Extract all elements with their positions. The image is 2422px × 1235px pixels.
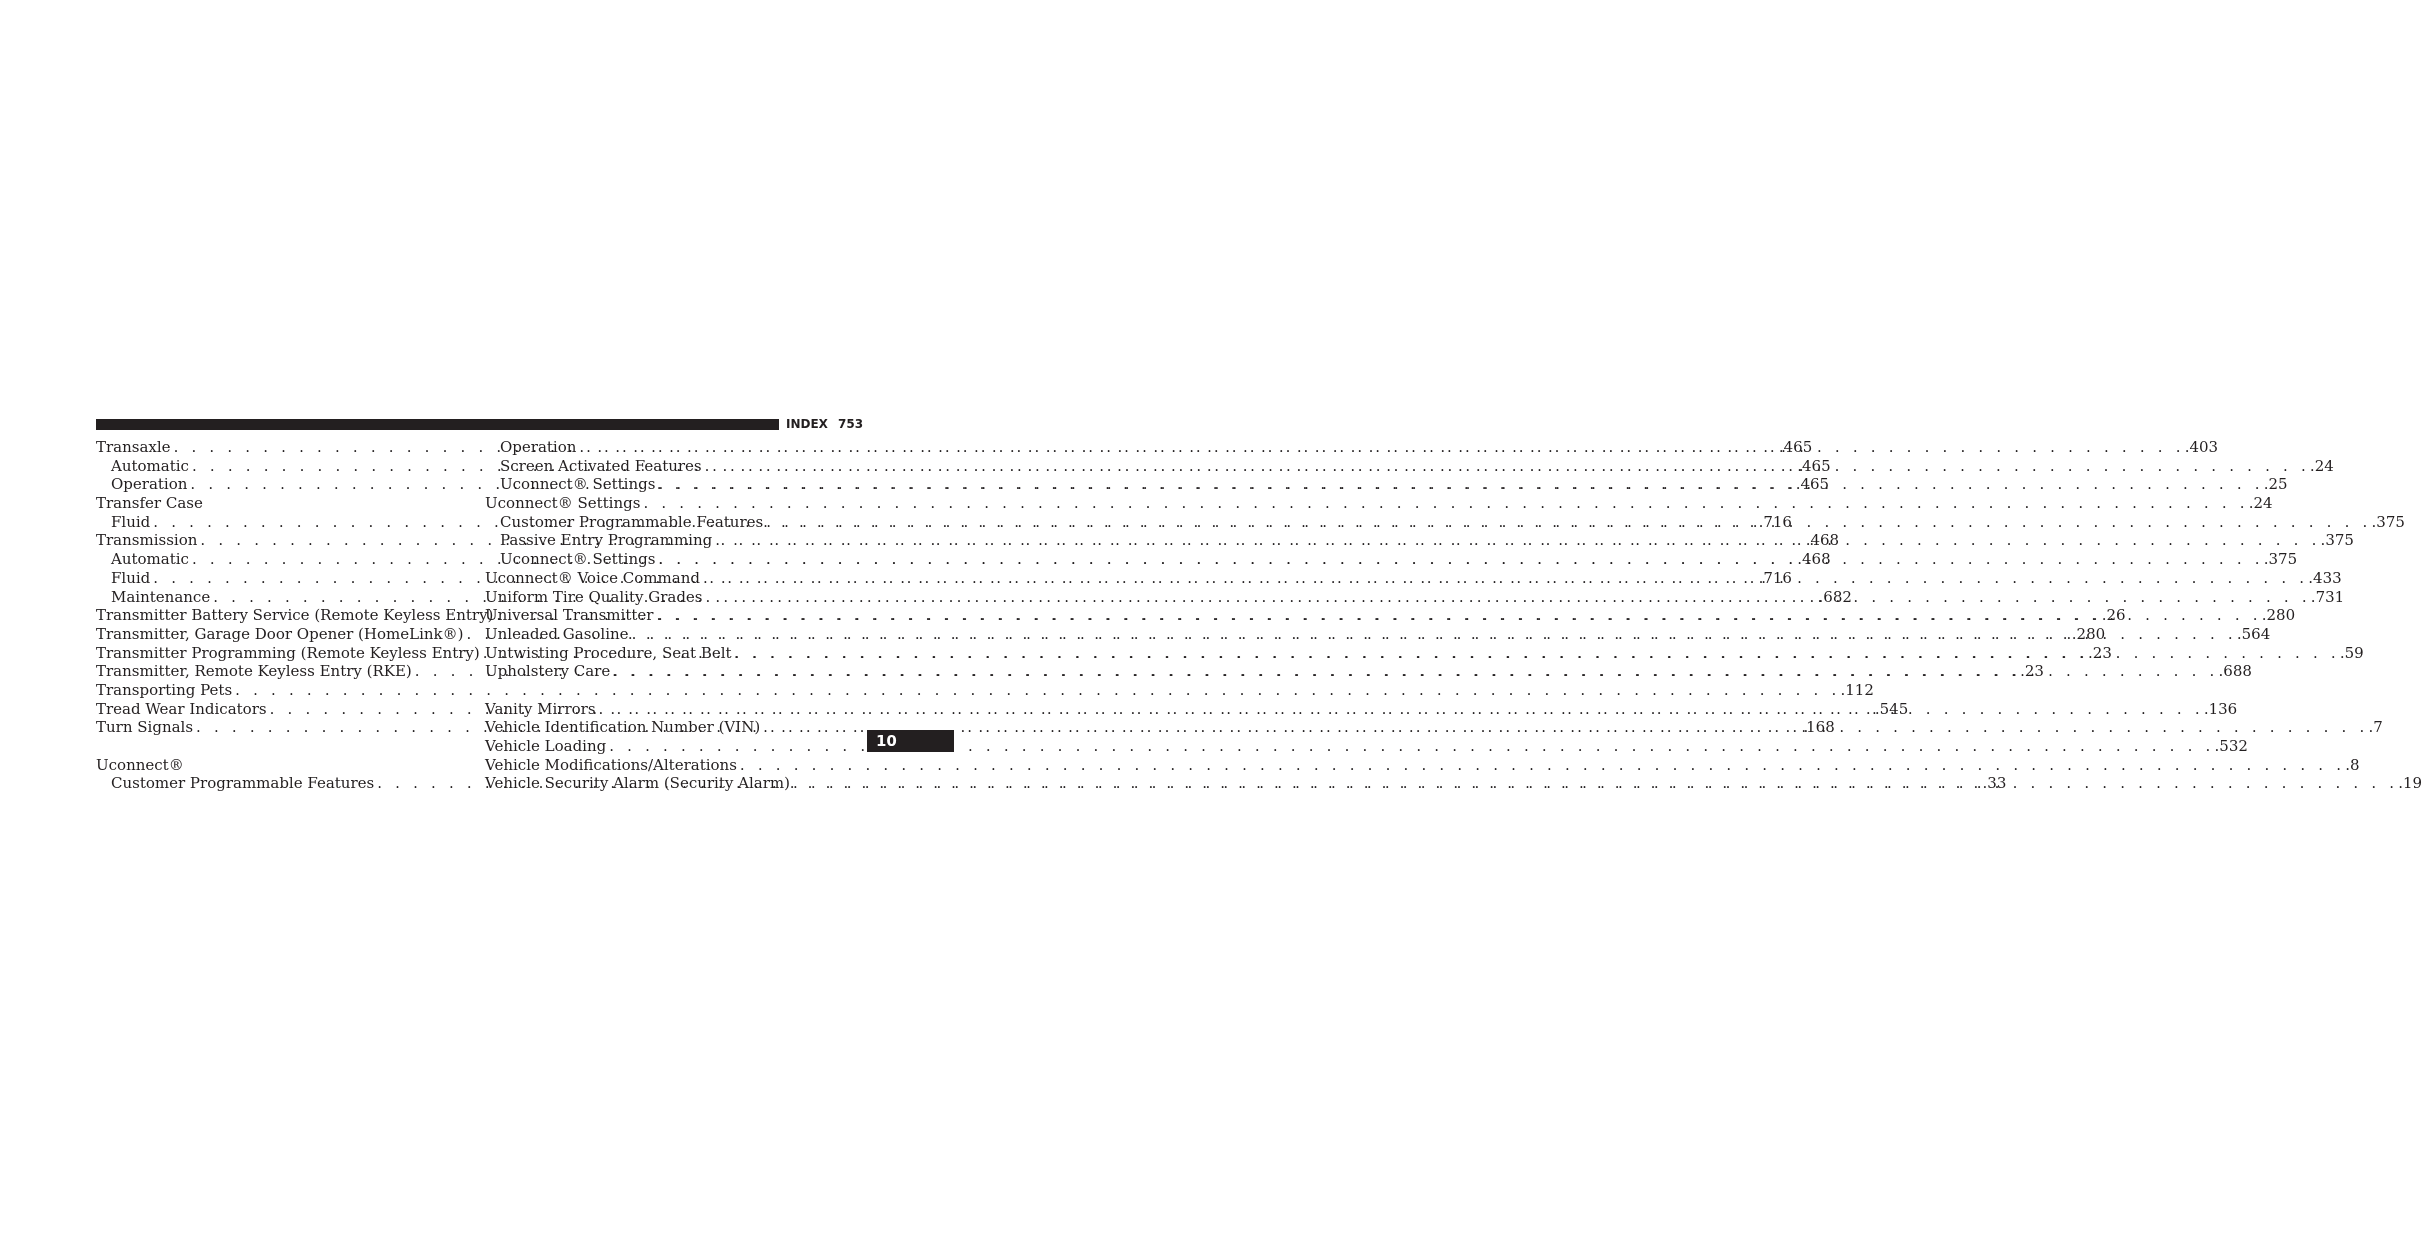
index-term: Uconnect® Settings bbox=[500, 475, 656, 494]
running-header-section: INDEX bbox=[786, 417, 828, 431]
dot-leader bbox=[655, 475, 2263, 494]
index-page-ref: .716 bbox=[1758, 568, 1792, 587]
index-page-ref: .19 bbox=[2398, 774, 2422, 793]
index-page-ref: .688 bbox=[2218, 662, 2252, 681]
dot-leader bbox=[703, 588, 2311, 607]
dot-leader bbox=[790, 774, 2398, 793]
index-term: Customer Programmable Features bbox=[500, 512, 764, 531]
index-page-ref: .26 bbox=[2101, 606, 2126, 625]
index-term: Unleaded Gasoline bbox=[485, 624, 629, 643]
index-term: Automatic bbox=[111, 550, 189, 569]
index-term: Transmitter Programming (Remote Keyless Entry) bbox=[96, 643, 480, 662]
index-term: Uconnect® Settings bbox=[485, 494, 641, 513]
index-term: Uconnect® Voice Command bbox=[485, 568, 700, 587]
index-term: Maintenance bbox=[111, 587, 211, 606]
dot-leader bbox=[232, 681, 1840, 700]
index-term: Vehicle Modifications/Alterations bbox=[485, 755, 737, 774]
index-term: Operation bbox=[111, 475, 188, 494]
index-page-ref: .465 bbox=[1778, 438, 1813, 456]
index-spacer bbox=[96, 737, 470, 756]
index-page-ref: .468 bbox=[1797, 550, 1831, 569]
index-spacer bbox=[485, 681, 859, 700]
index-term: Transfer Case bbox=[96, 494, 203, 513]
index-entry bbox=[485, 494, 2273, 513]
index-entry bbox=[96, 494, 470, 513]
index-term: Transmitter Battery Service (Remote Keyless Entry) bbox=[96, 606, 494, 625]
index-page-ref: .465 bbox=[1795, 475, 1830, 494]
index-term: Uconnect® bbox=[96, 755, 184, 774]
dot-leader bbox=[655, 550, 2263, 569]
index-entry bbox=[96, 680, 1874, 700]
index-page-ref: .33 bbox=[1982, 774, 2007, 793]
dot-leader bbox=[702, 457, 2310, 476]
index-page-ref: .682 bbox=[1818, 587, 1852, 606]
dot-leader bbox=[732, 644, 2340, 663]
index-page-ref: .59 bbox=[2339, 643, 2364, 662]
index-term: Fluid bbox=[111, 512, 151, 531]
index-page-ref: .468 bbox=[1805, 531, 1840, 550]
dot-leader bbox=[610, 662, 2218, 681]
header-rule bbox=[96, 419, 779, 430]
dot-leader bbox=[576, 438, 2184, 457]
index-term: Operation bbox=[500, 438, 577, 456]
page-number: 753 bbox=[838, 417, 864, 431]
index-page-ref: .532 bbox=[2214, 737, 2248, 755]
index-entry bbox=[485, 755, 2360, 775]
dot-leader bbox=[712, 531, 2320, 550]
index-page-ref: .24 bbox=[2309, 456, 2334, 475]
dot-leader bbox=[763, 513, 2371, 532]
dot-leader bbox=[700, 569, 2308, 588]
index-term: Vanity Mirrors bbox=[485, 699, 596, 718]
index-page-ref: .465 bbox=[1797, 456, 1831, 475]
dot-leader bbox=[596, 700, 2204, 719]
index-page-ref: .23 bbox=[2088, 643, 2112, 662]
dot-leader bbox=[629, 625, 2237, 644]
index-term: Transmitter, Remote Keyless Entry (RKE) bbox=[96, 662, 412, 681]
index-term: Uniform Tire Quality Grades bbox=[485, 587, 703, 606]
index-term: Transporting Pets bbox=[96, 680, 233, 699]
index-entry bbox=[96, 756, 470, 775]
index-term: Tread Wear Indicators bbox=[96, 699, 267, 718]
index-page-ref: .545 bbox=[1874, 699, 1909, 718]
index-term: Uconnect® Settings bbox=[500, 550, 656, 569]
dot-leader bbox=[606, 737, 2214, 756]
index-page-ref: .731 bbox=[2310, 587, 2345, 606]
index-term: Automatic bbox=[111, 456, 189, 475]
index-term: Vehicle Identification Number (VIN) bbox=[485, 718, 761, 737]
index-page-ref: .25 bbox=[2263, 475, 2288, 494]
index-term: Untwisting Procedure, Seat Belt bbox=[485, 643, 732, 662]
index-term: Customer Programmable Features bbox=[111, 774, 375, 793]
index-term: Transmitter, Garage Door Opener (HomeLink®) bbox=[96, 624, 464, 643]
chapter-tab: 10 bbox=[867, 730, 954, 752]
dot-leader bbox=[760, 718, 2368, 737]
index-page-ref: .375 bbox=[2263, 550, 2298, 569]
index-page-ref: .23 bbox=[2020, 662, 2044, 681]
index-page-ref: .8 bbox=[2345, 755, 2360, 774]
index-page-ref: .564 bbox=[2236, 624, 2271, 643]
index-term: Transmission bbox=[96, 531, 198, 550]
index-term: Screen Activated Features bbox=[500, 456, 702, 475]
index-page-ref: .375 bbox=[2320, 531, 2354, 550]
index-page-ref: .24 bbox=[2248, 494, 2273, 513]
index-term: Upholstery Care bbox=[485, 662, 611, 681]
index-page-ref: .112 bbox=[1840, 680, 1874, 699]
dot-leader bbox=[737, 756, 2345, 775]
index-term: Turn Signals bbox=[96, 718, 194, 737]
index-page-ref: .375 bbox=[2371, 512, 2405, 531]
dot-leader bbox=[653, 606, 2261, 625]
index-page-ref: .280 bbox=[2261, 606, 2296, 625]
dot-leader bbox=[640, 494, 2248, 513]
index-term: Universal Transmitter bbox=[485, 606, 654, 625]
index-term: Transaxle bbox=[96, 438, 171, 456]
index-page-ref: .168 bbox=[1801, 718, 1835, 737]
index-page-ref: .136 bbox=[2203, 699, 2238, 718]
index-term: Passive Entry Programming bbox=[500, 531, 713, 550]
index-page-ref: .716 bbox=[1758, 512, 1792, 531]
index-page-ref: .280 bbox=[2071, 624, 2106, 643]
index-page-ref: .7 bbox=[2368, 718, 2383, 737]
index-page-ref: .403 bbox=[2184, 438, 2219, 456]
index-term: Vehicle Loading bbox=[485, 737, 607, 755]
index-page-ref: .433 bbox=[2308, 568, 2342, 587]
index-term: Fluid bbox=[111, 568, 151, 587]
index-term: Vehicle Security Alarm (Security Alarm) bbox=[485, 774, 790, 793]
